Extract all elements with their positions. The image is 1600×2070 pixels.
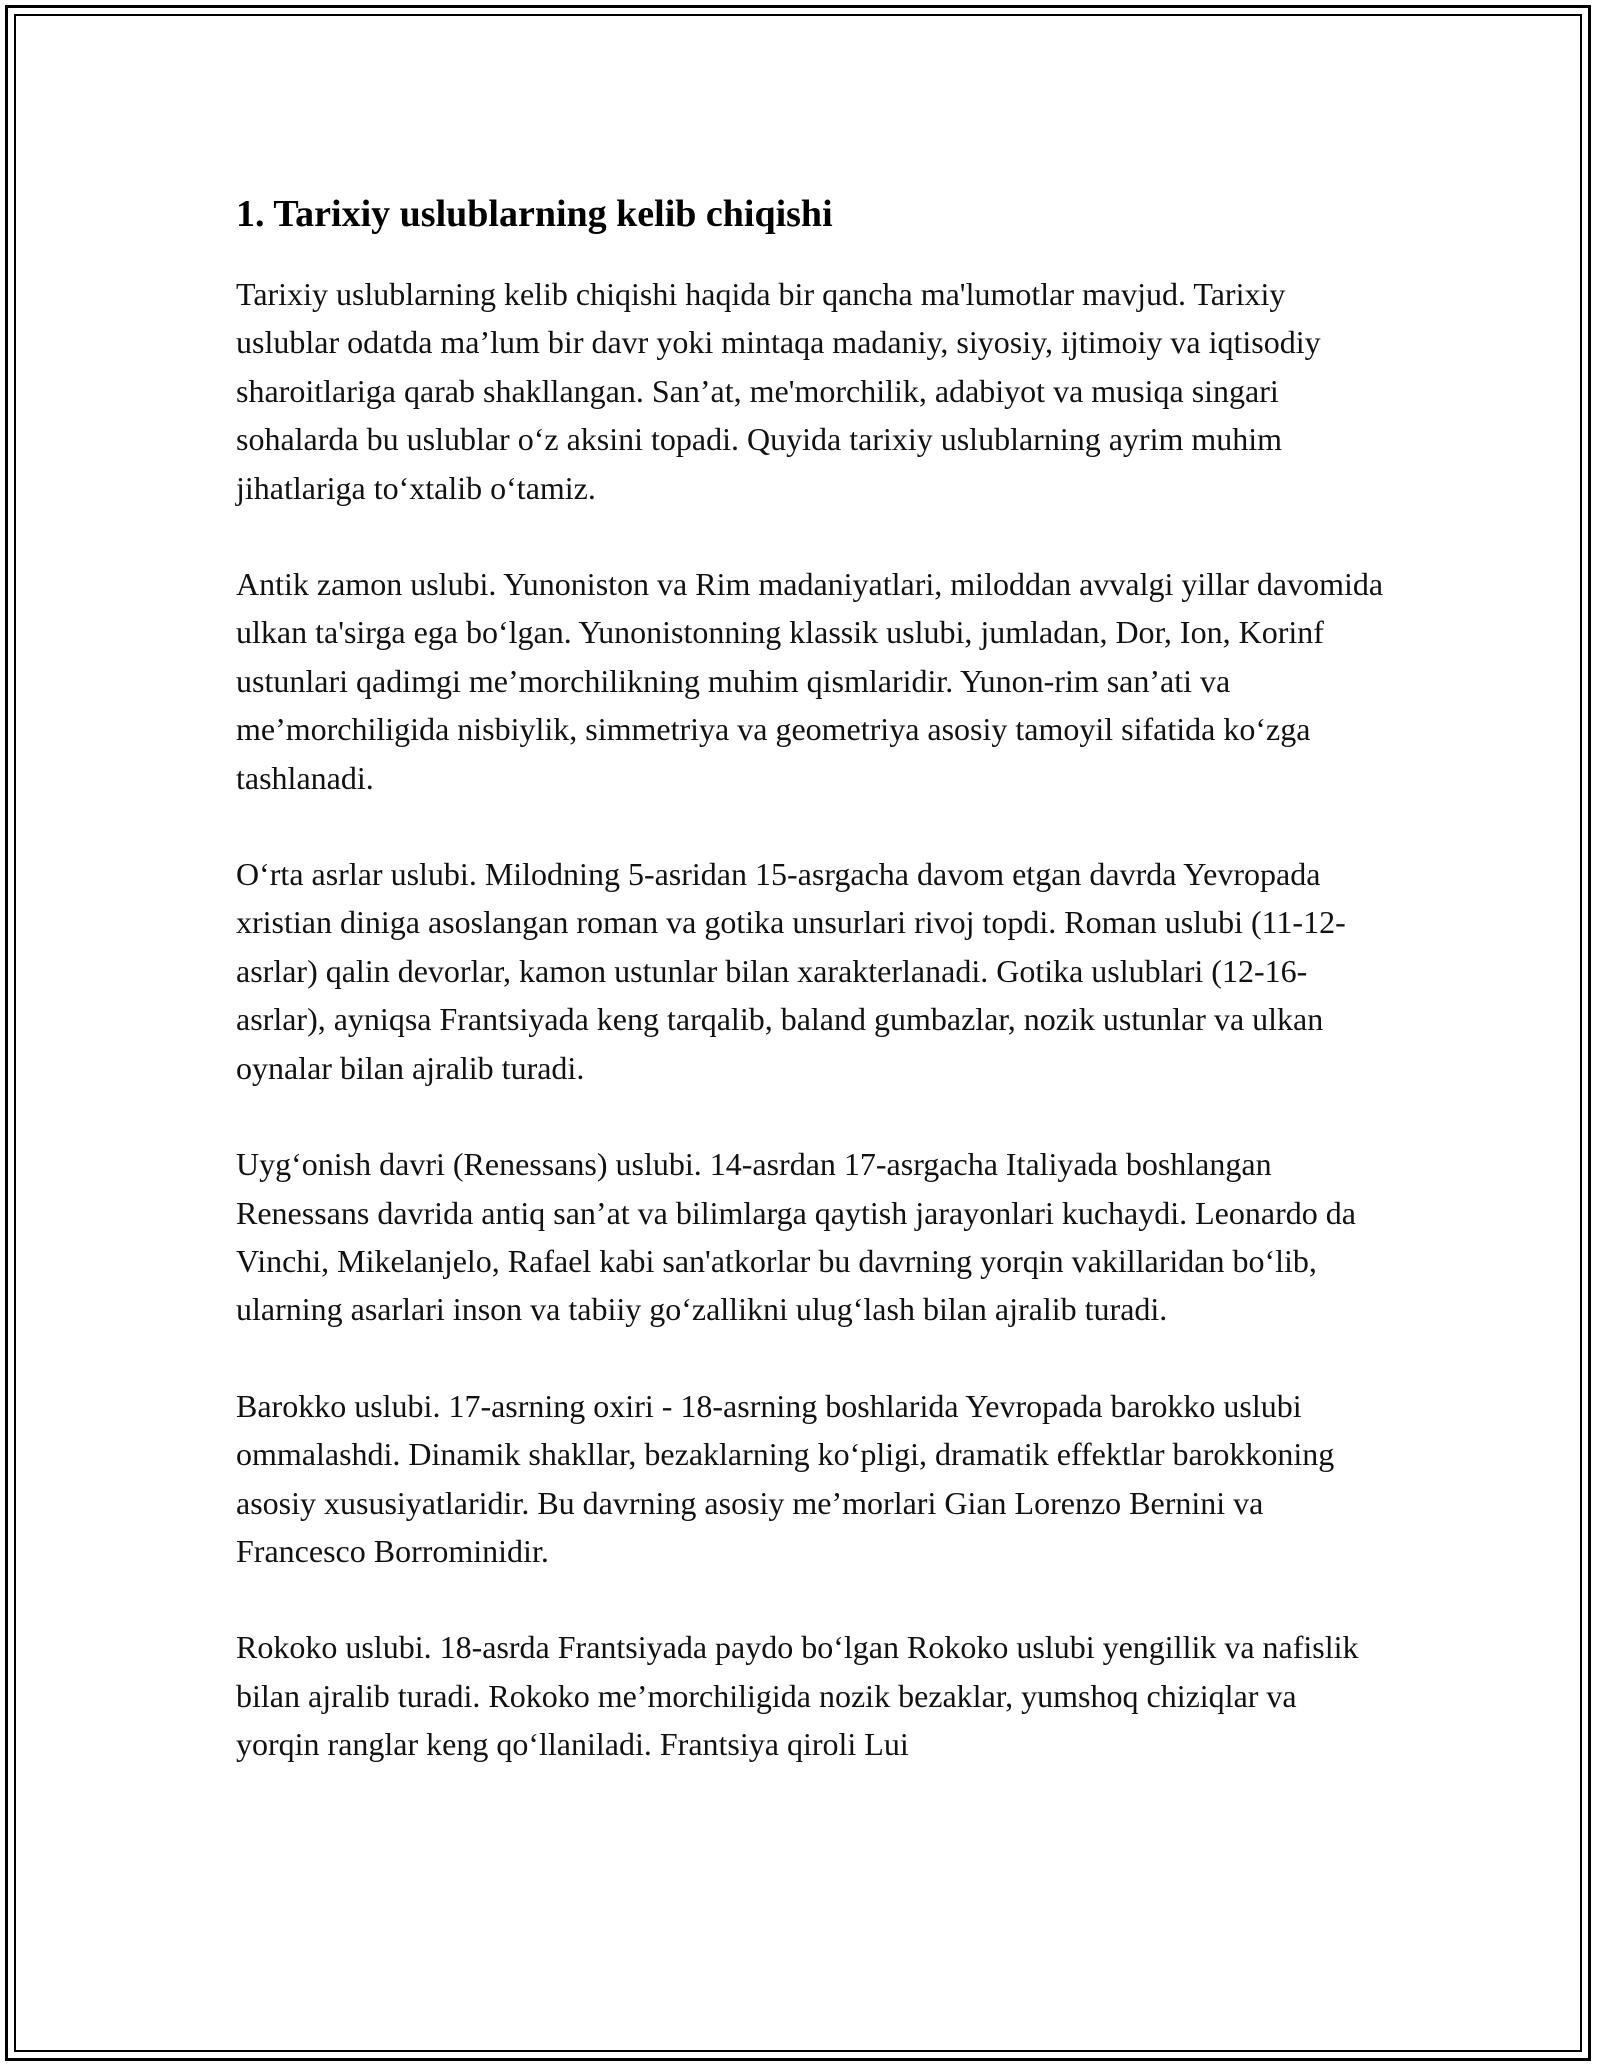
paragraph-middle-ages-style: O‘rta asrlar uslubi. Milodning 5-asridan 15-asrgacha davom etgan davrda Yevropada xristian diniga asoslangan roman va gotika unsurlari rivoj topdi. Roman uslubi (11-12-asrlar) qalin devorlar, kamon ustunlar bilan xarakterlanadi. Gotika uslublari (12-16-asrlar), ayniqsa Frantsiyada keng tarqalib, baland gumbazlar, nozik ustunlar va ulkan oynalar bilan ajralib turadi. [236, 856, 1346, 1086]
paragraph-antique-style: Antik zamon uslubi. Yunoniston va Rim madaniyatlari, miloddan avvalgi yillar davomida ulkan ta'sirga ega bo‘lgan. Yunonistonning klassik uslubi, jumladan, Dor, Ion, Korinf ustunlari qadimgi me’morchilikning muhim qismlaridir. Yunon-rim san’ati va me’morchiligida nisbiylik, simmetriya va geometriya asosiy tamoyil sifatida ko‘zga tashlanadi. [236, 566, 1384, 796]
paragraph-intro: Tarixiy uslublarning kelib chiqishi haqida bir qancha ma'lumotlar mavjud. Tarixiy uslublar odatda ma’lum bir davr yoki mintaqa madaniy, siyosiy, ijtimoiy va iqtisodiy sharoitlariga qarab shakllangan. San’at, me'morchilik, adabiyot va musiqa singari sohalarda bu uslublar o‘z aksini topadi. Quyida tarixiy uslublarning ayrim muhim jihatlariga to‘xtalib o‘tamiz. [236, 276, 1321, 506]
paragraph-baroque-style: Barokko uslubi. 17-asrning oxiri - 18-asrning boshlarida Yevropada barokko uslubi ommalashdi. Dinamik shakllar, bezaklarning ko‘pligi, dramatik effektlar barokkoning asosiy xususiyatlaridir. Bu davrning asosiy me’morlari Gian Lorenzo Bernini va Francesco Borrominidir. [236, 1387, 1335, 1569]
paragraph-renaissance-style: Uyg‘onish davri (Renessans) uslubi. 14-asrdan 17-asrgacha Italiyada boshlangan Renessans davrida antiq san’at va bilimlarga qaytish jarayonlari kuchaydi. Leonardo da Vinchi, Mikelanjelo, Rafael kabi san'atkorlar bu davrning yorqin vakillaridan bo‘lib, ularning asarlari inson va tabiiy go‘zallikni ulug‘lash bilan ajralib turadi. [236, 1146, 1356, 1328]
section-heading: 1. Tarixiy uslublarning kelib chiqishi [236, 193, 833, 235]
document-body [236, 188, 1386, 1817]
paragraph-rococo-style: Rokoko uslubi. 18-asrda Frantsiyada paydo bo‘lgan Rokoko uslubi yengillik va nafislik bilan ajralib turadi. Rokoko me’morchiligida nozik bezaklar, yumshoq chiziqlar va yorqin ranglar keng qo‘llaniladi. Frantsiya qiroli Lui [236, 1629, 1359, 1763]
